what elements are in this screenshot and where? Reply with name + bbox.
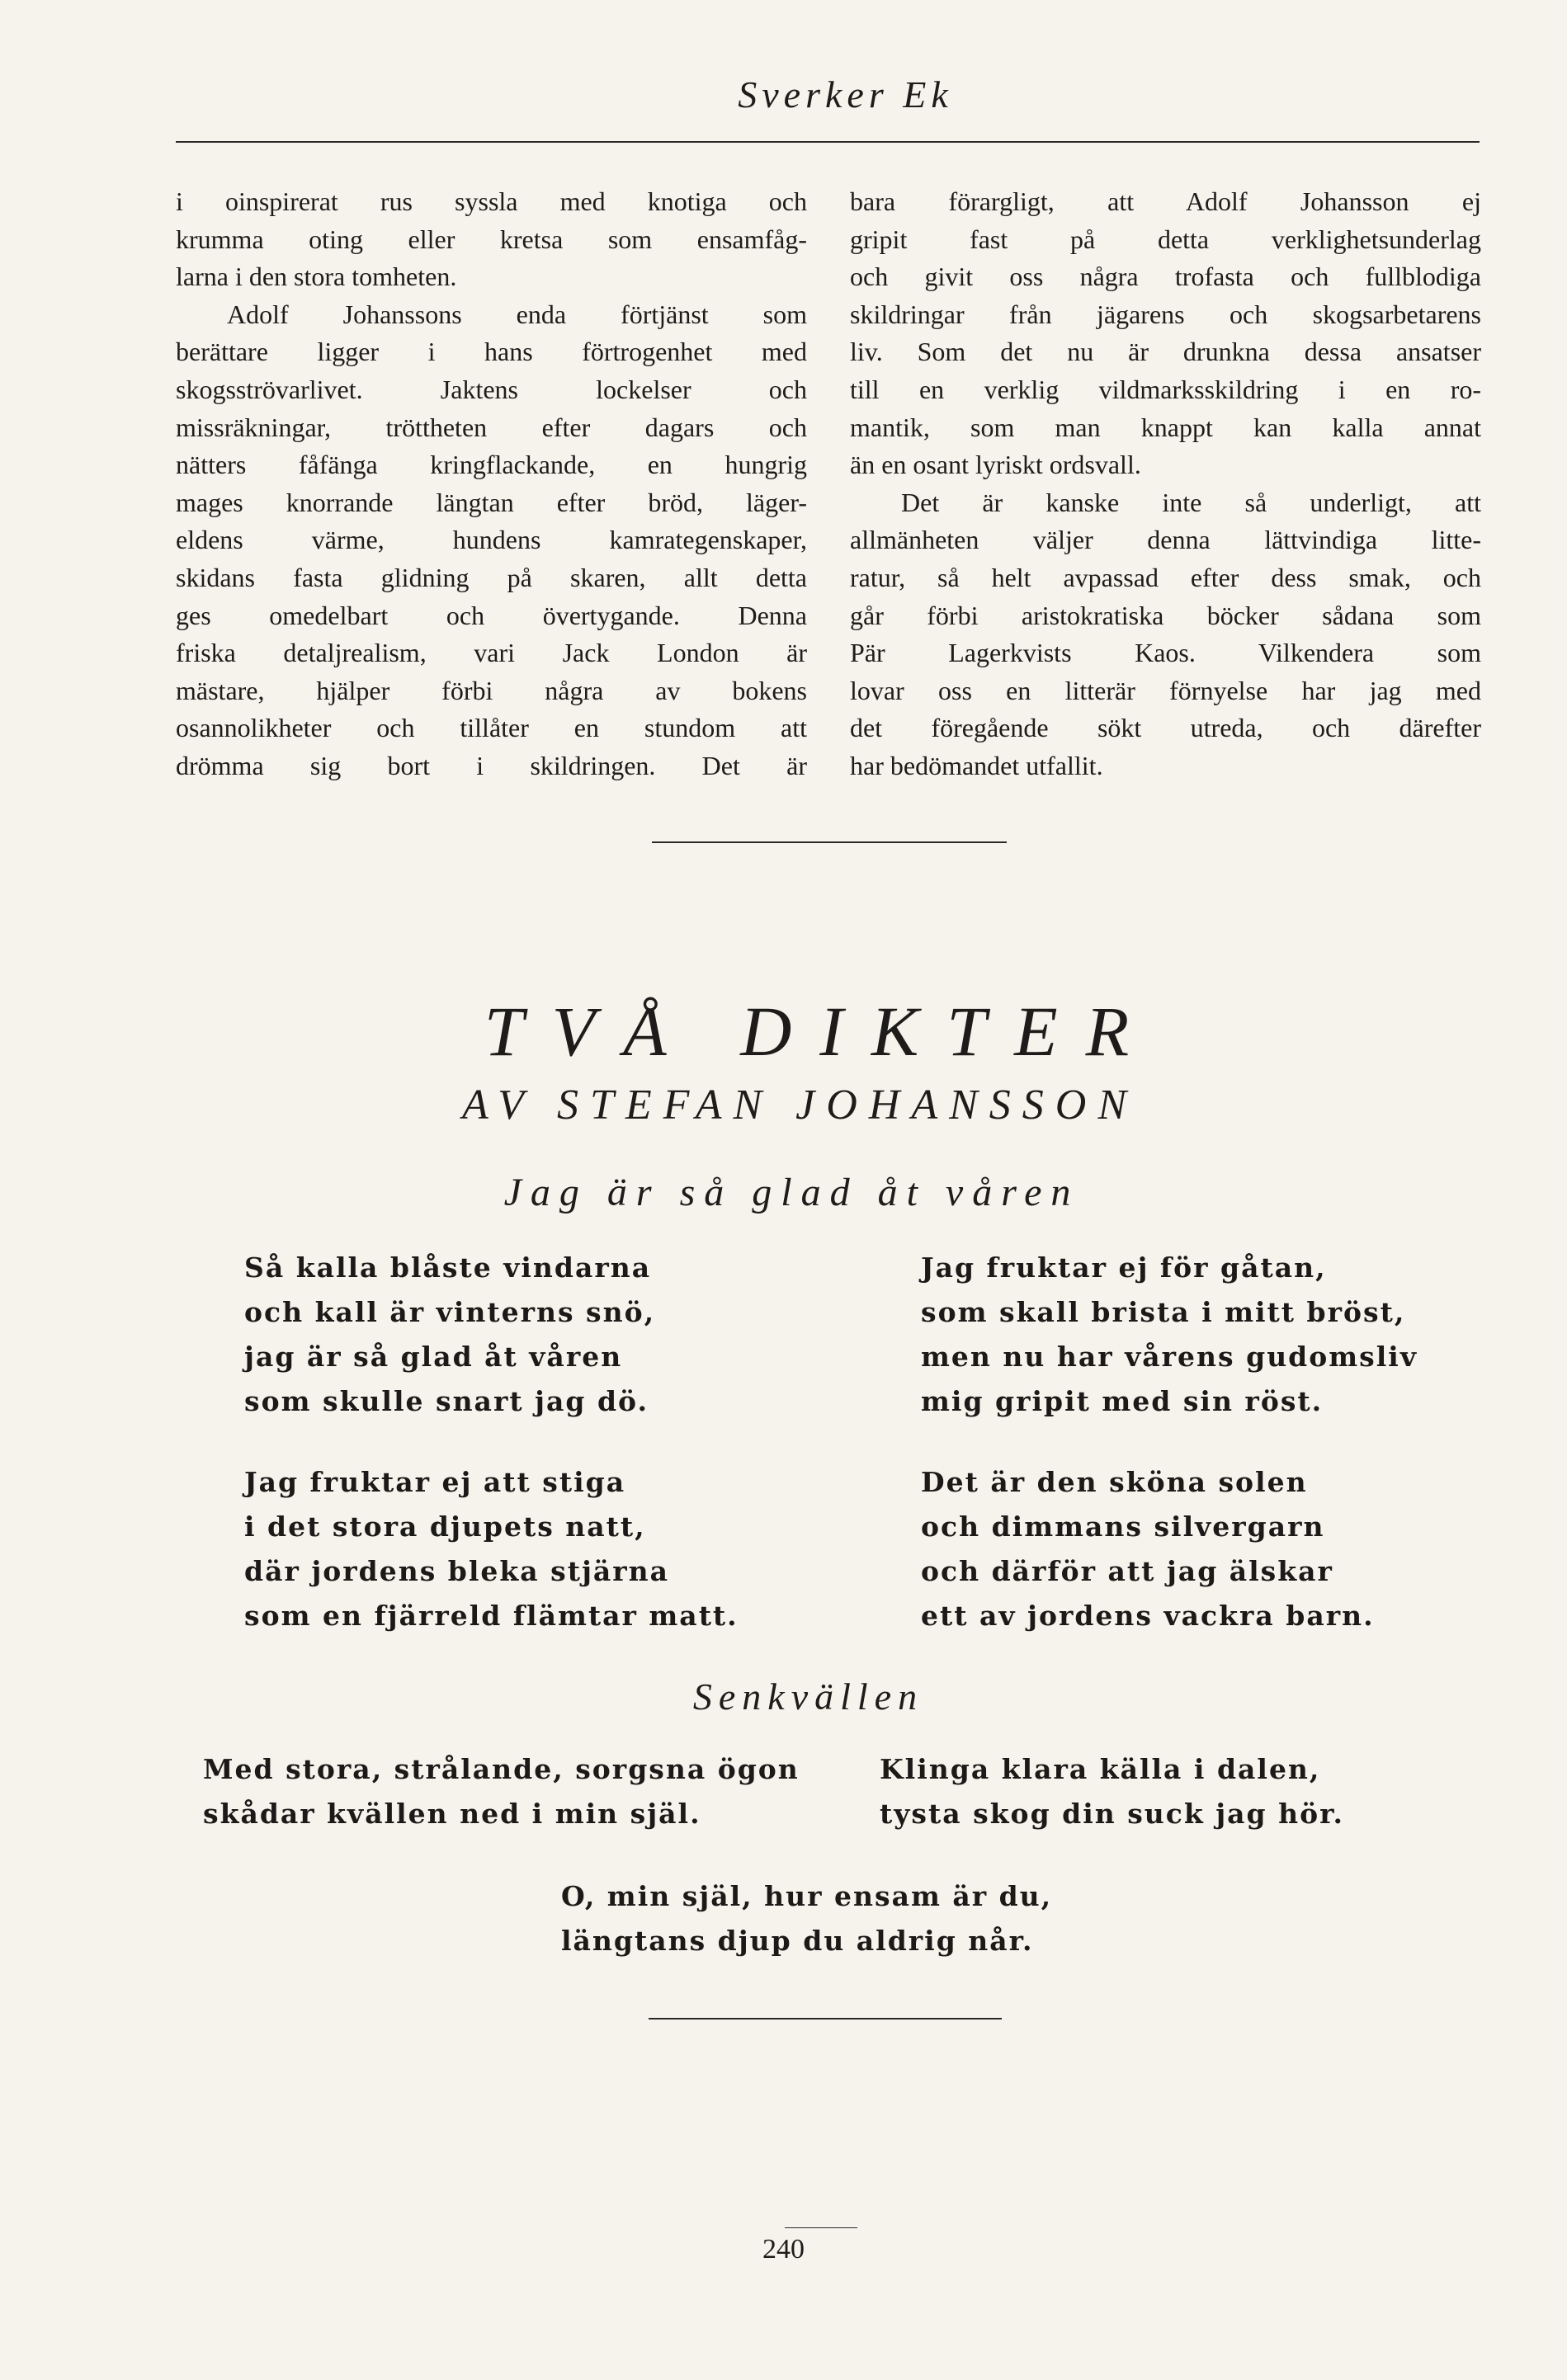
page-number-rule: [785, 2227, 857, 2228]
text-line: i oinspirerat rus syssla med knotiga och: [176, 186, 807, 216]
text-line: har bedömandet utfallit.: [850, 750, 1103, 780]
verse-line: jag är så glad åt våren: [244, 1341, 623, 1373]
verse-line: Jag fruktar ej för gåtan,: [921, 1251, 1327, 1284]
verse-line: Jag fruktar ej att stiga: [244, 1466, 626, 1498]
poem-stanza: [561, 1874, 1052, 1963]
text-line: larna i den stora tomheten.: [176, 262, 457, 292]
poems-heading: TVÅ DIKTER: [484, 992, 1158, 1071]
text-line: eldens värme, hundens kamrategenskaper,: [176, 525, 807, 555]
article-right-column: [850, 183, 1481, 785]
article-left-column: [176, 183, 807, 785]
poem-stanza: [921, 1460, 1375, 1638]
text-line: Det är kanske inte så underligt, att: [901, 487, 1481, 517]
verse-line: men nu har vårens gudomsliv: [921, 1341, 1418, 1373]
text-line: bara förargligt, att Adolf Johansson ej: [850, 186, 1481, 216]
text-line: Pär Lagerkvists Kaos. Vilkendera som: [850, 638, 1481, 668]
text-line: mages knorrande längtan efter bröd, läger-: [176, 487, 807, 517]
text-line: ges omedelbart och övertygande. Denna: [176, 600, 807, 630]
verse-line: Så kalla blåste vindarna: [244, 1251, 652, 1284]
verse-line: Klinga klara källa i dalen,: [880, 1753, 1321, 1785]
poem-title: Jag är så glad åt våren: [503, 1171, 1080, 1214]
section-divider: [649, 2018, 1002, 2019]
page-number: 240: [762, 2234, 805, 2265]
text-line: nätters fåfänga kringflackande, en hungrig: [176, 450, 807, 480]
text-line: skidans fasta glidning på skaren, allt detta: [176, 562, 807, 592]
poem-title: Senkvällen: [692, 1675, 924, 1718]
poem-stanza: [203, 1747, 800, 1836]
verse-line: och kall är vinterns snö,: [244, 1296, 656, 1328]
verse-line: i det stora djupets natt,: [244, 1510, 646, 1543]
poem-stanza: [244, 1246, 655, 1424]
verse-line: skådar kvällen ned i min själ.: [203, 1798, 701, 1830]
verse-line: mig gripit med sin röst.: [921, 1385, 1324, 1417]
text-line: allmänheten väljer denna lättvindiga litte-: [850, 525, 1481, 555]
text-line: friska detaljrealism, vari Jack London är: [176, 638, 807, 668]
verse-line: och dimmans silvergarn: [921, 1510, 1325, 1543]
text-line: Adolf Johanssons enda förtjänst som: [227, 299, 807, 329]
text-line: krumma oting eller kretsa som ensamfåg-: [176, 224, 807, 254]
text-line: gripit fast på detta verklighetsunderlag: [850, 224, 1481, 254]
text-line: går förbi aristokratiska böcker sådana som: [850, 600, 1481, 630]
text-line: ratur, så helt avpassad efter dess smak, och: [850, 562, 1481, 592]
verse-line: tysta skog din suck jag hör.: [880, 1798, 1344, 1830]
text-line: drömma sig bort i skildringen. Det är: [176, 750, 807, 780]
text-line: och givit oss några trofasta och fullblodiga: [850, 262, 1481, 292]
text-line: berättare ligger i hans förtrogenhet med: [176, 337, 807, 367]
verse-line: Med stora, strålande, sorgsna ögon: [203, 1753, 800, 1785]
poems-byline: AV STEFAN JOHANSSON: [461, 1082, 1139, 1129]
text-line: än en osant lyriskt ordsvall.: [850, 450, 1141, 480]
poem-stanza: [921, 1246, 1418, 1424]
verse-line: längtans djup du aldrig når.: [561, 1925, 1034, 1957]
header-rule: [176, 141, 1480, 143]
poem-stanza: [880, 1747, 1344, 1836]
section-divider: [652, 841, 1007, 843]
text-line: missräkningar, tröttheten efter dagars och: [176, 412, 807, 442]
verse-line: och därför att jag älskar: [921, 1555, 1333, 1587]
text-line: osannolikheter och tillåter en stundom att: [176, 713, 807, 743]
verse-line: ett av jordens vackra barn.: [921, 1600, 1375, 1632]
text-line: mantik, som man knappt kan kalla annat: [850, 412, 1481, 442]
text-line: liv. Som det nu är drunkna dessa ansatser: [850, 337, 1481, 367]
verse-line: där jordens bleka stjärna: [244, 1555, 670, 1587]
text-line: skogsströvarlivet. Jaktens lockelser och: [176, 374, 807, 404]
verse-line: som en fjärreld flämtar matt.: [244, 1600, 739, 1632]
verse-line: som skulle snart jag dö.: [244, 1385, 649, 1417]
text-line: lovar oss en litterär förnyelse har jag med: [850, 675, 1481, 705]
verse-line: O, min själ, hur ensam är du,: [561, 1880, 1053, 1912]
text-line: det föregående sökt utreda, och därefter: [850, 713, 1481, 743]
text-line: till en verklig vildmarksskildring i en ro-: [850, 374, 1481, 404]
running-head: Sverker Ek: [738, 73, 953, 115]
verse-line: som skall brista i mitt bröst,: [921, 1296, 1406, 1328]
verse-line: Det är den sköna solen: [921, 1466, 1308, 1498]
text-line: skildringar från jägarens och skogsarbetarens: [850, 299, 1481, 329]
text-line: mästare, hjälper förbi några av bokens: [176, 675, 807, 705]
poem-stanza: [244, 1460, 739, 1638]
